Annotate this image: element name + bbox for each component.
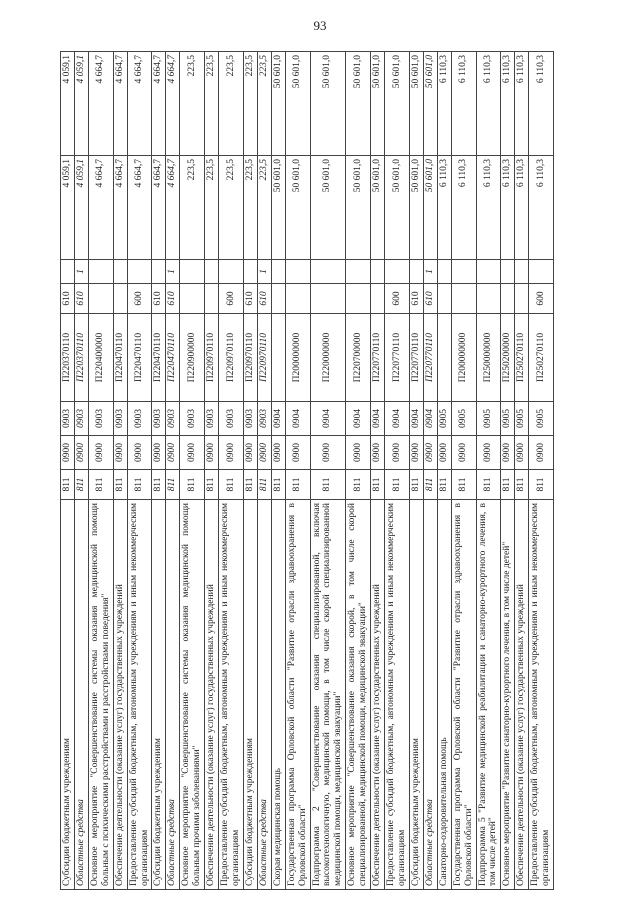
row-mark-cell [243, 260, 257, 284]
row-glava-cell: 811 [476, 470, 501, 500]
row-expense-type-cell: 610 [74, 284, 88, 314]
row-podrazdel-cell: 0904 [409, 402, 423, 436]
row-sum-2-cell: 6 110,3 [529, 52, 554, 156]
row-glava-cell: 811 [61, 470, 75, 500]
rotated-table-area [60, 52, 588, 890]
row-podrazdel-cell: 0903 [74, 402, 88, 436]
row-razdel-cell: 0900 [180, 436, 205, 470]
row-sum-2-cell: 50 601,0 [423, 52, 437, 156]
row-expense-type-cell [501, 284, 515, 314]
row-podrazdel-cell: 0904 [346, 402, 371, 436]
row-podrazdel-cell: 0904 [385, 402, 410, 436]
row-podrazdel-cell: 0904 [271, 402, 285, 436]
row-glava-cell: 811 [219, 470, 244, 500]
row-razdel-cell: 0900 [243, 436, 257, 470]
row-sum-1-cell: 50 601,0 [409, 156, 423, 260]
row-razdel-cell: 0900 [152, 436, 166, 470]
table-row [310, 52, 346, 890]
row-sum-2-cell: 4 664,7 [166, 52, 180, 156]
row-name-cell: Обеспечение деятельности (оказание услуг) государственных учреждений [113, 500, 127, 890]
row-mark-cell [346, 260, 371, 284]
row-target-article-cell: П220470110 [127, 314, 152, 402]
row-razdel-cell: 0900 [310, 436, 346, 470]
row-target-article-cell: П220770110 [371, 314, 385, 402]
row-expense-type-cell [113, 284, 127, 314]
row-expense-type-cell: 610 [152, 284, 166, 314]
row-glava-cell: 811 [257, 470, 271, 500]
row-podrazdel-cell: 0904 [285, 402, 310, 436]
row-razdel-cell: 0900 [451, 436, 476, 470]
row-name-cell: Подпрограмма 2 "Совершенствование оказания специализированной, включая высокотехнологичную, медицинской помощи, в том числе скорой специализированной медицинской помощи, медицинской эвакуации" [310, 500, 346, 890]
table-row [88, 52, 113, 890]
row-glava-cell: 811 [152, 470, 166, 500]
row-expense-type-cell [371, 284, 385, 314]
table-row [529, 52, 554, 890]
row-podrazdel-cell: 0903 [243, 402, 257, 436]
row-podrazdel-cell: 0905 [476, 402, 501, 436]
row-mark-cell [529, 260, 554, 284]
row-sum-1-cell: 6 110,3 [515, 156, 529, 260]
row-expense-type-cell [515, 284, 529, 314]
row-expense-type-cell: 600 [385, 284, 410, 314]
table-row [243, 52, 257, 890]
row-podrazdel-cell: 0905 [529, 402, 554, 436]
row-expense-type-cell [285, 284, 310, 314]
rotated-page-content [60, 52, 588, 890]
row-sum-1-cell: 4 059,1 [61, 156, 75, 260]
row-mark-cell [515, 260, 529, 284]
row-expense-type-cell: 610 [61, 284, 75, 314]
row-expense-type-cell: 600 [219, 284, 244, 314]
row-podrazdel-cell: 0903 [61, 402, 75, 436]
row-podrazdel-cell: 0903 [166, 402, 180, 436]
row-mark-cell [371, 260, 385, 284]
row-razdel-cell: 0900 [346, 436, 371, 470]
row-name-cell: Подпрограмма 5 "Развитие медицинской реабилитации и санаторно-курортного лечения, в том числе детей" [476, 500, 501, 890]
row-sum-1-cell: 4 664,7 [88, 156, 113, 260]
row-sum-2-cell: 6 110,3 [501, 52, 515, 156]
row-sum-1-cell: 223,5 [257, 156, 271, 260]
row-name-cell: Санаторно-оздоровительная помощь [437, 500, 451, 890]
row-sum-2-cell: 223,5 [219, 52, 244, 156]
row-sum-1-cell: 50 601,0 [385, 156, 410, 260]
row-name-cell: Областные средства [423, 500, 437, 890]
row-razdel-cell: 0900 [113, 436, 127, 470]
row-name-cell: Основное мероприятие "Совершенствование оказания скорой, в том числе скорой специализированной, медицинской помощи, медицинской эвакуации" [346, 500, 371, 890]
table-row [371, 52, 385, 890]
row-glava-cell: 811 [451, 470, 476, 500]
row-razdel-cell: 0900 [385, 436, 410, 470]
row-mark-cell [451, 260, 476, 284]
row-target-article-cell: П220970110 [219, 314, 244, 402]
row-expense-type-cell [205, 284, 219, 314]
row-mark-cell: 1 [166, 260, 180, 284]
row-name-cell: Основное мероприятие "Совершенствование системы оказания медицинской помощи больным прочими заболеваниями" [180, 500, 205, 890]
row-sum-2-cell: 50 601,0 [346, 52, 371, 156]
row-mark-cell [310, 260, 346, 284]
row-name-cell: Основное мероприятие "Совершенствование системы оказания медицинской помощи больным с психическими расстройствами и расстройствами поведения" [88, 500, 113, 890]
table-row [127, 52, 152, 890]
row-glava-cell: 811 [285, 470, 310, 500]
table-row [205, 52, 219, 890]
row-mark-cell [88, 260, 113, 284]
row-sum-2-cell: 50 601,0 [371, 52, 385, 156]
budget-table [60, 51, 554, 890]
row-expense-type-cell: 610 [423, 284, 437, 314]
row-podrazdel-cell: 0905 [451, 402, 476, 436]
row-mark-cell [152, 260, 166, 284]
row-target-article-cell: П220370110 [61, 314, 75, 402]
row-name-cell: Областные средства [166, 500, 180, 890]
row-sum-2-cell: 50 601,0 [271, 52, 285, 156]
row-glava-cell: 811 [180, 470, 205, 500]
row-target-article-cell: П200000000 [451, 314, 476, 402]
row-glava-cell: 811 [166, 470, 180, 500]
row-name-cell: Субсидии бюджетным учреждениям [152, 500, 166, 890]
row-expense-type-cell [451, 284, 476, 314]
row-expense-type-cell [437, 284, 451, 314]
row-target-article-cell: П250270110 [515, 314, 529, 402]
table-row [74, 52, 88, 890]
row-expense-type-cell: 610 [409, 284, 423, 314]
row-target-article-cell [437, 314, 451, 402]
row-podrazdel-cell: 0905 [437, 402, 451, 436]
row-expense-type-cell: 600 [127, 284, 152, 314]
row-mark-cell [219, 260, 244, 284]
row-expense-type-cell [88, 284, 113, 314]
row-name-cell: Субсидии бюджетным учреждениям [61, 500, 75, 890]
row-expense-type-cell [476, 284, 501, 314]
row-sum-2-cell: 4 664,7 [152, 52, 166, 156]
row-target-article-cell: П220770110 [423, 314, 437, 402]
table-row [180, 52, 205, 890]
row-razdel-cell: 0900 [371, 436, 385, 470]
row-sum-2-cell: 6 110,3 [515, 52, 529, 156]
row-razdel-cell: 0900 [476, 436, 501, 470]
row-sum-1-cell: 50 601,0 [271, 156, 285, 260]
row-podrazdel-cell: 0905 [515, 402, 529, 436]
row-razdel-cell: 0900 [74, 436, 88, 470]
row-sum-1-cell: 50 601,0 [310, 156, 346, 260]
row-mark-cell: 1 [423, 260, 437, 284]
row-sum-1-cell: 223,5 [205, 156, 219, 260]
table-row [271, 52, 285, 890]
row-mark-cell [205, 260, 219, 284]
row-name-cell: Обеспечение деятельности (оказание услуг) государственных учреждений [371, 500, 385, 890]
row-mark-cell [271, 260, 285, 284]
row-sum-1-cell: 223,5 [243, 156, 257, 260]
row-name-cell: Обеспечение деятельности (оказание услуг) государственных учреждений [205, 500, 219, 890]
row-target-article-cell: П220470110 [152, 314, 166, 402]
row-podrazdel-cell: 0904 [371, 402, 385, 436]
row-sum-1-cell: 6 110,3 [451, 156, 476, 260]
row-target-article-cell: П220000000 [310, 314, 346, 402]
row-target-article-cell [271, 314, 285, 402]
row-podrazdel-cell: 0903 [113, 402, 127, 436]
row-sum-1-cell: 4 664,7 [113, 156, 127, 260]
row-podrazdel-cell: 0903 [88, 402, 113, 436]
row-expense-type-cell [346, 284, 371, 314]
row-expense-type-cell [180, 284, 205, 314]
row-mark-cell [180, 260, 205, 284]
row-name-cell: Субсидии бюджетным учреждениям [409, 500, 423, 890]
row-sum-2-cell: 6 110,3 [451, 52, 476, 156]
row-expense-type-cell: 610 [243, 284, 257, 314]
row-glava-cell: 811 [501, 470, 515, 500]
row-expense-type-cell [271, 284, 285, 314]
table-row [257, 52, 271, 890]
row-glava-cell: 811 [437, 470, 451, 500]
row-razdel-cell: 0900 [409, 436, 423, 470]
row-razdel-cell: 0900 [515, 436, 529, 470]
row-target-article-cell: П200000000 [285, 314, 310, 402]
table-row [346, 52, 371, 890]
row-sum-2-cell: 50 601,0 [385, 52, 410, 156]
row-mark-cell [385, 260, 410, 284]
row-podrazdel-cell: 0903 [152, 402, 166, 436]
row-razdel-cell: 0900 [219, 436, 244, 470]
row-sum-1-cell: 50 601,0 [423, 156, 437, 260]
row-razdel-cell: 0900 [529, 436, 554, 470]
row-sum-2-cell: 50 601,0 [285, 52, 310, 156]
row-sum-2-cell: 4 059,1 [74, 52, 88, 156]
row-razdel-cell: 0900 [88, 436, 113, 470]
row-sum-2-cell: 50 601,0 [310, 52, 346, 156]
row-sum-1-cell: 4 059,1 [74, 156, 88, 260]
row-target-article-cell: П250000000 [476, 314, 501, 402]
row-razdel-cell: 0900 [423, 436, 437, 470]
table-row [476, 52, 501, 890]
row-glava-cell: 811 [88, 470, 113, 500]
row-podrazdel-cell: 0903 [205, 402, 219, 436]
table-row [409, 52, 423, 890]
row-sum-2-cell: 6 110,3 [476, 52, 501, 156]
table-row [219, 52, 244, 890]
table-row [385, 52, 410, 890]
row-glava-cell: 811 [271, 470, 285, 500]
row-razdel-cell: 0900 [271, 436, 285, 470]
row-name-cell: Предоставление субсидий бюджетным, автономным учреждениям и иным некоммерческим организациям [127, 500, 152, 890]
row-sum-2-cell: 223,5 [180, 52, 205, 156]
row-glava-cell: 811 [205, 470, 219, 500]
row-glava-cell: 811 [409, 470, 423, 500]
row-name-cell: Скорая медицинская помощь [271, 500, 285, 890]
row-mark-cell [285, 260, 310, 284]
row-mark-cell [113, 260, 127, 284]
row-mark-cell: 1 [74, 260, 88, 284]
row-glava-cell: 811 [385, 470, 410, 500]
row-sum-1-cell: 223,5 [180, 156, 205, 260]
row-target-article-cell: П250270110 [529, 314, 554, 402]
row-target-article-cell: П220470110 [113, 314, 127, 402]
row-razdel-cell: 0900 [285, 436, 310, 470]
row-name-cell: Областные средства [74, 500, 88, 890]
row-razdel-cell: 0900 [166, 436, 180, 470]
row-glava-cell: 811 [74, 470, 88, 500]
row-glava-cell: 811 [243, 470, 257, 500]
row-podrazdel-cell: 0905 [501, 402, 515, 436]
row-name-cell: Государственная программа Орловской области "Развитие отрасли здравоохранения в Орловской области" [285, 500, 310, 890]
row-name-cell: Основное мероприятие "Развитие санаторно-курортного лечения, в том числе детей" [501, 500, 515, 890]
row-podrazdel-cell: 0904 [310, 402, 346, 436]
row-target-article-cell: П220400000 [88, 314, 113, 402]
row-razdel-cell: 0900 [501, 436, 515, 470]
row-target-article-cell: П220370110 [74, 314, 88, 402]
row-glava-cell: 811 [310, 470, 346, 500]
table-row [166, 52, 180, 890]
row-sum-1-cell: 4 664,7 [127, 156, 152, 260]
row-target-article-cell: П250200000 [501, 314, 515, 402]
row-sum-1-cell: 50 601,0 [346, 156, 371, 260]
table-row [451, 52, 476, 890]
row-mark-cell [437, 260, 451, 284]
row-sum-2-cell: 4 059,1 [61, 52, 75, 156]
row-podrazdel-cell: 0904 [423, 402, 437, 436]
row-sum-2-cell: 223,5 [205, 52, 219, 156]
row-mark-cell [61, 260, 75, 284]
row-glava-cell: 811 [529, 470, 554, 500]
row-expense-type-cell: 610 [166, 284, 180, 314]
row-mark-cell [127, 260, 152, 284]
table-row [437, 52, 451, 890]
row-target-article-cell: П220770110 [385, 314, 410, 402]
row-target-article-cell: П220770110 [409, 314, 423, 402]
row-sum-2-cell: 6 110,3 [437, 52, 451, 156]
row-name-cell: Обеспечение деятельности (оказание услуг) государственных учреждений [515, 500, 529, 890]
row-podrazdel-cell: 0903 [180, 402, 205, 436]
table-body [61, 52, 554, 890]
row-sum-1-cell: 4 664,7 [152, 156, 166, 260]
table-row [515, 52, 529, 890]
row-sum-2-cell: 223,5 [243, 52, 257, 156]
row-glava-cell: 811 [515, 470, 529, 500]
row-name-cell: Областные средства [257, 500, 271, 890]
row-mark-cell [476, 260, 501, 284]
row-name-cell: Государственная программа Орловской области "Развитие отрасли здравоохранения в Орловской области" [451, 500, 476, 890]
table-row [501, 52, 515, 890]
row-sum-2-cell: 4 664,7 [113, 52, 127, 156]
row-mark-cell [409, 260, 423, 284]
row-mark-cell: 1 [257, 260, 271, 284]
page-number: 93 [313, 18, 327, 33]
row-razdel-cell: 0900 [61, 436, 75, 470]
row-expense-type-cell [310, 284, 346, 314]
row-sum-1-cell: 6 110,3 [437, 156, 451, 260]
row-glava-cell: 811 [371, 470, 385, 500]
row-razdel-cell: 0900 [127, 436, 152, 470]
row-name-cell: Предоставление субсидий бюджетным, автономным учреждениям и иным некоммерческим организациям [219, 500, 244, 890]
table-row [113, 52, 127, 890]
row-sum-1-cell: 223,5 [219, 156, 244, 260]
row-glava-cell: 811 [113, 470, 127, 500]
table-row [61, 52, 75, 890]
row-sum-2-cell: 4 664,7 [88, 52, 113, 156]
row-target-article-cell: П220970110 [243, 314, 257, 402]
row-sum-1-cell: 50 601,0 [285, 156, 310, 260]
row-name-cell: Субсидии бюджетным учреждениям [243, 500, 257, 890]
row-target-article-cell: П220900000 [180, 314, 205, 402]
row-sum-1-cell: 4 664,7 [166, 156, 180, 260]
row-mark-cell [501, 260, 515, 284]
row-glava-cell: 811 [423, 470, 437, 500]
row-sum-2-cell: 4 664,7 [127, 52, 152, 156]
row-glava-cell: 811 [346, 470, 371, 500]
row-name-cell: Предоставление субсидий бюджетным, автономным учреждениям и иным некоммерческим организациям [385, 500, 410, 890]
row-sum-1-cell: 6 110,3 [476, 156, 501, 260]
table-row [152, 52, 166, 890]
row-sum-1-cell: 6 110,3 [501, 156, 515, 260]
row-target-article-cell: П220700000 [346, 314, 371, 402]
row-razdel-cell: 0900 [205, 436, 219, 470]
table-row [285, 52, 310, 890]
row-glava-cell: 811 [127, 470, 152, 500]
row-podrazdel-cell: 0903 [219, 402, 244, 436]
row-razdel-cell: 0900 [257, 436, 271, 470]
table-row [423, 52, 437, 890]
row-sum-2-cell: 50 601,0 [409, 52, 423, 156]
row-podrazdel-cell: 0903 [127, 402, 152, 436]
row-name-cell: Предоставление субсидий бюджетным, автономным учреждениям и иным некоммерческим организациям [529, 500, 554, 890]
row-razdel-cell: 0900 [437, 436, 451, 470]
row-sum-1-cell: 50 601,0 [371, 156, 385, 260]
row-sum-1-cell: 6 110,3 [529, 156, 554, 260]
row-target-article-cell: П220970110 [257, 314, 271, 402]
row-target-article-cell: П220470110 [166, 314, 180, 402]
row-expense-type-cell: 610 [257, 284, 271, 314]
row-podrazdel-cell: 0903 [257, 402, 271, 436]
row-expense-type-cell: 600 [529, 284, 554, 314]
row-sum-2-cell: 223,5 [257, 52, 271, 156]
row-target-article-cell: П220970110 [205, 314, 219, 402]
